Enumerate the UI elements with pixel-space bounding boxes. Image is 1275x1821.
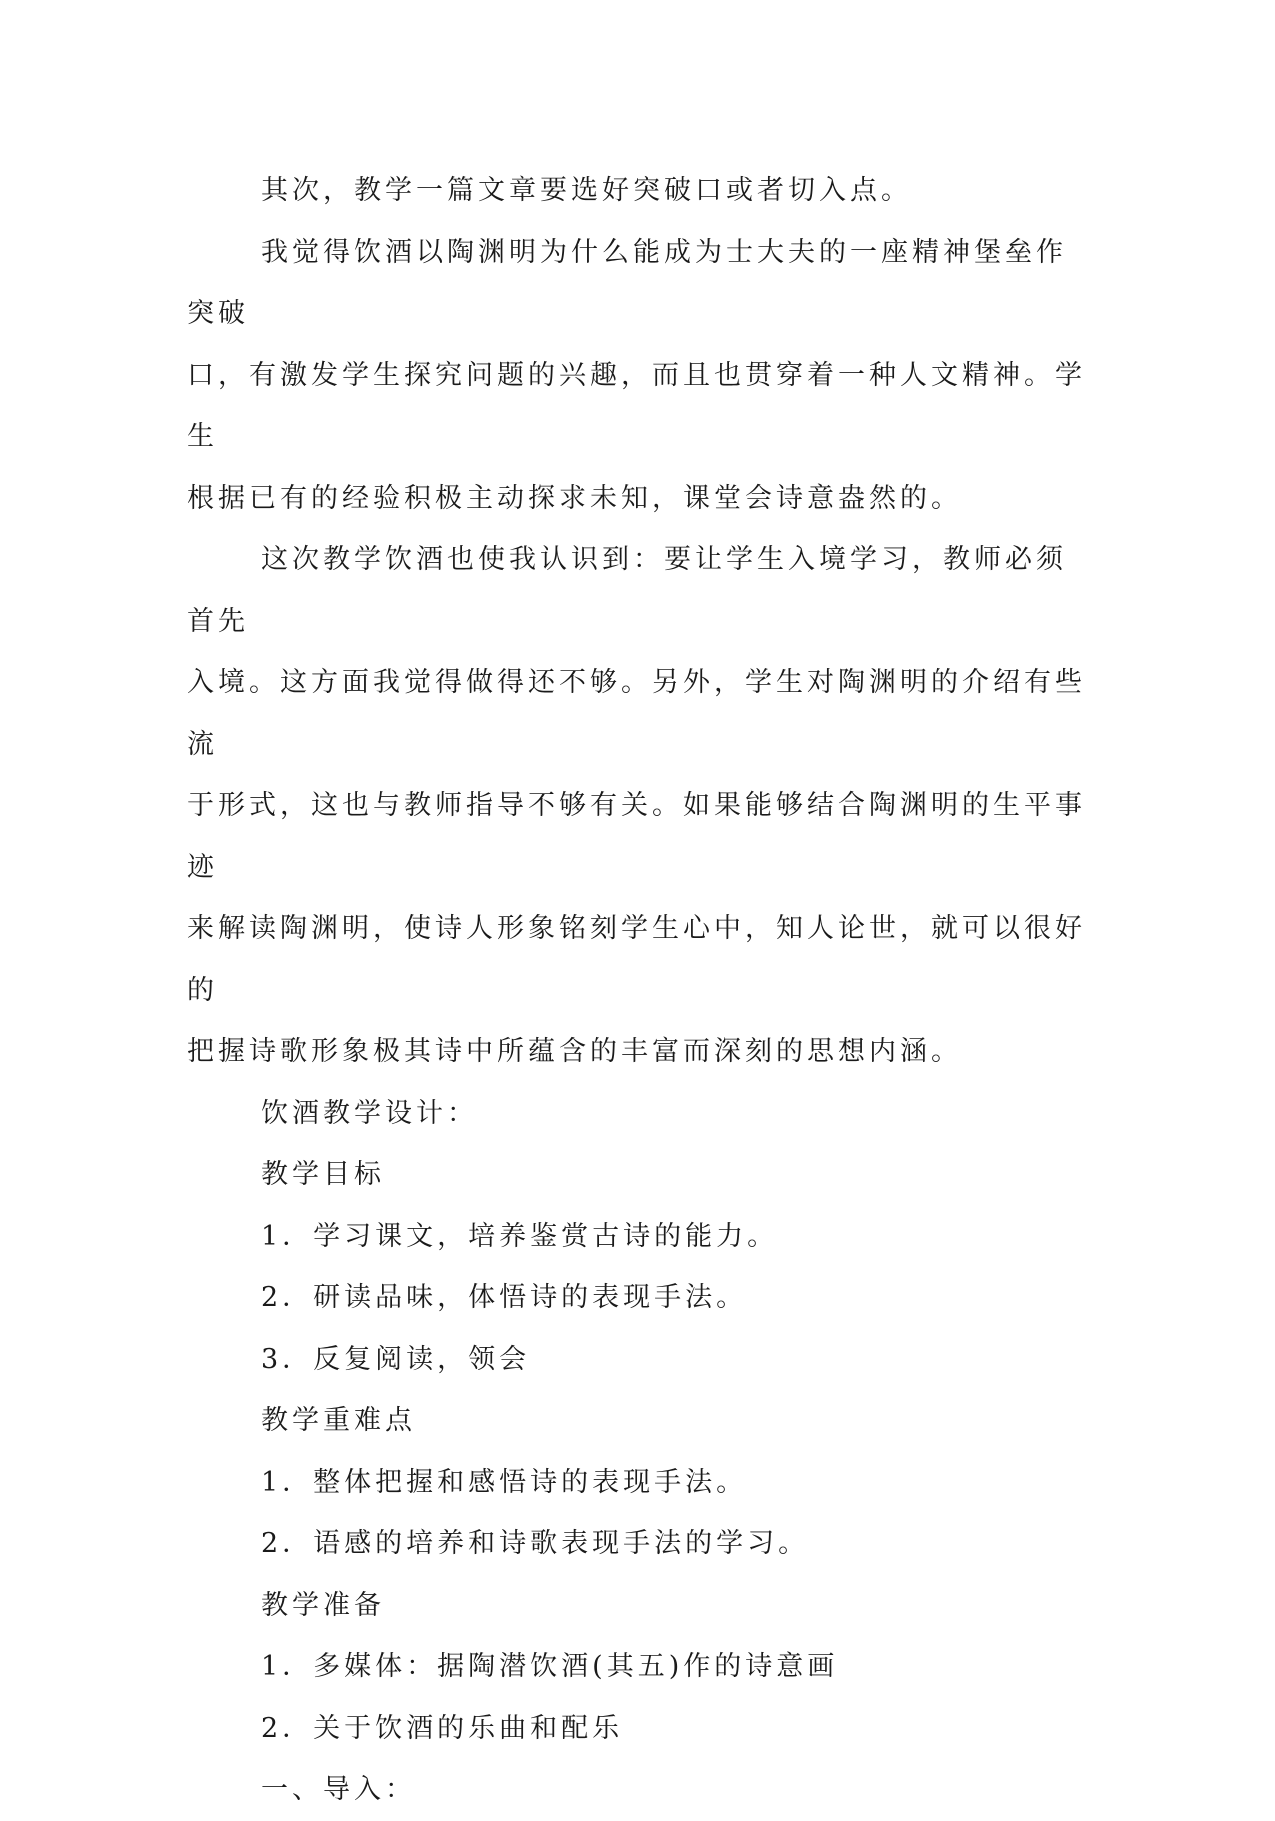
objectives-heading: 教学目标 <box>261 1159 385 1190</box>
key-point-item: 1．整体把握和感悟诗的表现手法。 <box>261 1466 748 1498</box>
section-introduction-heading: 一、导入： <box>261 1774 416 1805</box>
paragraph-line: 来解读陶渊明，使诗人形象铭刻学生心中，知人论世，就可以很好的 <box>187 913 1086 1006</box>
paragraph-line: 我觉得饮酒以陶渊明为什么能成为士大夫的一座精神堡垒作突破 <box>187 236 1067 329</box>
paragraph-line: 根据已有的经验积极主动探求未知，课堂会诗意盎然的。 <box>187 482 962 514</box>
document-body <box>187 160 1087 1821</box>
paragraph-line: 其次，教学一篇文章要选好突破口或者切入点。 <box>261 175 912 206</box>
objective-item: 3．反复阅读，领会 <box>261 1343 531 1375</box>
design-heading: 饮酒教学设计： <box>261 1097 478 1129</box>
preparation-heading: 教学准备 <box>261 1589 385 1621</box>
key-point-item: 2．语感的培养和诗歌表现手法的学习。 <box>261 1528 810 1559</box>
paragraph-reflection <box>187 529 1087 1083</box>
paragraph-line: 这次教学饮酒也使我认识到：要让学生入境学习，教师必须首先 <box>187 544 1067 637</box>
preparation-item: 2．关于饮酒的乐曲和配乐 <box>261 1712 624 1744</box>
paragraph-line: 入境。这方面我觉得做得还不够。另外，学生对陶渊明的介绍有些流 <box>187 667 1086 760</box>
key-points-heading: 教学重难点 <box>261 1405 416 1436</box>
paragraph-spirit-fortress <box>187 222 1087 530</box>
objective-item: 1．学习课文，培养鉴赏古诗的能力。 <box>261 1220 779 1252</box>
preparation-item: 1．多媒体：据陶潜饮酒(其五)作的诗意画 <box>261 1651 839 1682</box>
paragraph-breakthrough <box>187 160 1087 222</box>
paragraph-line: 把握诗歌形象极其诗中所蕴含的丰富而深刻的思想内涵。 <box>187 1036 962 1067</box>
paragraph-line: 于形式，这也与教师指导不够有关。如果能够结合陶渊明的生平事迹 <box>187 790 1086 883</box>
paragraph-line: 口，有激发学生探究问题的兴趣，而且也贯穿着一种人文精神。学生 <box>187 359 1086 452</box>
objective-item: 2．研读品味，体悟诗的表现手法。 <box>261 1282 748 1313</box>
